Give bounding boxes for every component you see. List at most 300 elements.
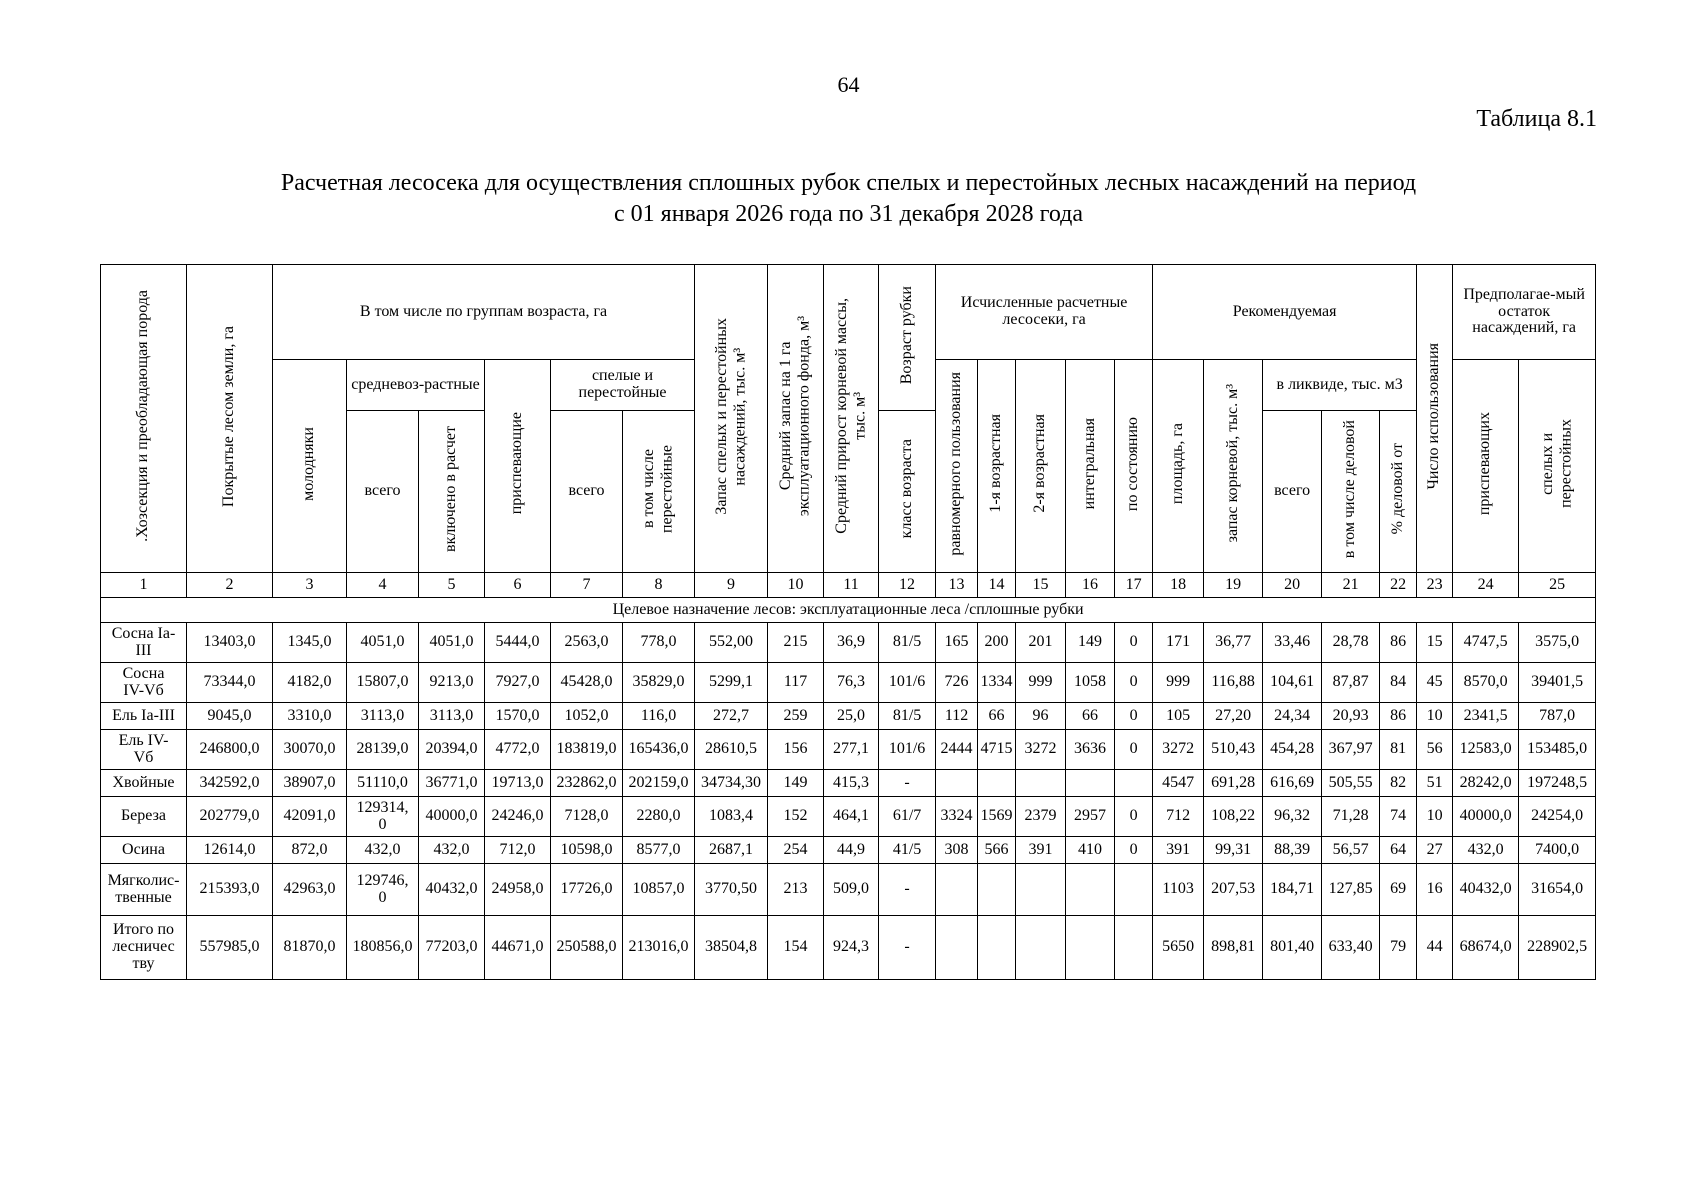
table-cell: 116,88 <box>1204 663 1263 703</box>
table-cell: 3310,0 <box>273 703 347 730</box>
table-cell: 51 <box>1417 770 1453 797</box>
table-cell: 7128,0 <box>551 797 623 837</box>
table-cell: 10 <box>1417 797 1453 837</box>
table-cell: 81 <box>1380 730 1417 770</box>
table-cell <box>978 864 1016 916</box>
header-recommended: Рекомендуемая <box>1153 265 1417 360</box>
table-cell: 1569 <box>978 797 1016 837</box>
table-cell: 44671,0 <box>485 916 551 980</box>
table-cell: 259 <box>768 703 824 730</box>
table-cell: 15 <box>1417 623 1453 663</box>
table-cell: 116,0 <box>623 703 695 730</box>
row-label: Сосна IV-Vб <box>101 663 187 703</box>
table-cell: 726 <box>936 663 978 703</box>
table-cell: 34734,30 <box>695 770 768 797</box>
table-cell: 38504,8 <box>695 916 768 980</box>
table-cell: 105 <box>1153 703 1204 730</box>
table-cell: 3272 <box>1016 730 1066 770</box>
table-cell: 1103 <box>1153 864 1204 916</box>
row-label: Сосна Iа- III <box>101 623 187 663</box>
table-cell: 367,97 <box>1322 730 1380 770</box>
table-row <box>101 770 1596 797</box>
table-cell <box>1016 770 1066 797</box>
table-cell: 2379 <box>1016 797 1066 837</box>
table-cell: 87,87 <box>1322 663 1380 703</box>
table-cell: 180856,0 <box>347 916 419 980</box>
table-cell: 633,40 <box>1322 916 1380 980</box>
table-cell: 3324 <box>936 797 978 837</box>
table-cell: 69 <box>1380 864 1417 916</box>
table-cell: 4747,5 <box>1453 623 1519 663</box>
table-row <box>101 864 1596 916</box>
table-cell: 0 <box>1115 663 1153 703</box>
table-cell: 3636 <box>1066 730 1115 770</box>
table-cell: 44,9 <box>824 837 879 864</box>
page-number: 64 <box>837 72 860 97</box>
table-cell: - <box>879 916 936 980</box>
table-cell: 17726,0 <box>551 864 623 916</box>
table-cell: 3272 <box>1153 730 1204 770</box>
column-number: 22 <box>1380 573 1417 598</box>
table-cell: 5650 <box>1153 916 1204 980</box>
table-cell: 2280,0 <box>623 797 695 837</box>
table-cell: 66 <box>1066 703 1115 730</box>
table-cell: 410 <box>1066 837 1115 864</box>
table-cell: 1052,0 <box>551 703 623 730</box>
table-cell: 127,85 <box>1322 864 1380 916</box>
table-cell: 40000,0 <box>419 797 485 837</box>
table-cell: 112 <box>936 703 978 730</box>
column-number: 6 <box>485 573 551 598</box>
table-cell: 44 <box>1417 916 1453 980</box>
table-cell: 51110,0 <box>347 770 419 797</box>
table-cell: 36771,0 <box>419 770 485 797</box>
table-cell: 27 <box>1417 837 1453 864</box>
table-cell: 28139,0 <box>347 730 419 770</box>
table-cell: 165 <box>936 623 978 663</box>
header-col-11: Средний прирост корневой массы, тыс. м³ <box>824 265 879 573</box>
table-cell: 108,22 <box>1204 797 1263 837</box>
table-cell <box>1066 916 1115 980</box>
table-cell: 20,93 <box>1322 703 1380 730</box>
column-number: 10 <box>768 573 824 598</box>
table-cell: 8577,0 <box>623 837 695 864</box>
table-cell: 201 <box>1016 623 1066 663</box>
header-col-20: всего <box>1263 411 1322 573</box>
table-cell: 246800,0 <box>187 730 273 770</box>
table-cell: 2444 <box>936 730 978 770</box>
document-title <box>0 168 1697 230</box>
table-cell: 61/7 <box>879 797 936 837</box>
table-cell: 68674,0 <box>1453 916 1519 980</box>
table-cell <box>936 916 978 980</box>
forest-table <box>100 264 1596 980</box>
table-cell: 7400,0 <box>1519 837 1596 864</box>
table-cell: 213 <box>768 864 824 916</box>
table-cell: 24958,0 <box>485 864 551 916</box>
table-cell: 778,0 <box>623 623 695 663</box>
table-cell: 77203,0 <box>419 916 485 980</box>
column-number: 25 <box>1519 573 1596 598</box>
table-cell: 924,3 <box>824 916 879 980</box>
table-row <box>101 623 1596 663</box>
table-cell <box>1016 864 1066 916</box>
header-col-25: спелых и перестойных <box>1519 360 1596 573</box>
header-col-4: всего <box>347 411 419 573</box>
column-number: 11 <box>824 573 879 598</box>
column-number: 20 <box>1263 573 1322 598</box>
column-number-row <box>101 573 1596 598</box>
header-col-10: Средний запас на 1 га эксплуатационного фонда, м³ <box>768 265 824 573</box>
table-cell: 71,28 <box>1322 797 1380 837</box>
table-cell: 30070,0 <box>273 730 347 770</box>
table-cell: 42091,0 <box>273 797 347 837</box>
table-cell: 202159,0 <box>623 770 695 797</box>
table-cell: 99,31 <box>1204 837 1263 864</box>
table-cell: 308 <box>936 837 978 864</box>
table-cell: 0 <box>1115 703 1153 730</box>
table-body <box>101 265 1596 980</box>
column-number: 5 <box>419 573 485 598</box>
table-cell: 391 <box>1016 837 1066 864</box>
table-cell <box>1115 916 1153 980</box>
table-cell: 117 <box>768 663 824 703</box>
table-row <box>101 703 1596 730</box>
table-cell: 88,39 <box>1263 837 1322 864</box>
table-cell: 36,9 <box>824 623 879 663</box>
table-cell: 36,77 <box>1204 623 1263 663</box>
table-cell: 509,0 <box>824 864 879 916</box>
table-cell: - <box>879 770 936 797</box>
table-cell: 872,0 <box>273 837 347 864</box>
row-label: Ель Iа-III <box>101 703 187 730</box>
table-cell: 250588,0 <box>551 916 623 980</box>
table-cell: 28,78 <box>1322 623 1380 663</box>
column-number: 7 <box>551 573 623 598</box>
table-cell: 232862,0 <box>551 770 623 797</box>
table-cell: 4772,0 <box>485 730 551 770</box>
table-cell: 510,43 <box>1204 730 1263 770</box>
header-col-2: Покрытые лесом земли, га <box>187 265 273 573</box>
table-cell: 197248,5 <box>1519 770 1596 797</box>
table-cell: 464,1 <box>824 797 879 837</box>
header-liquid: в ликвиде, тыс. м3 <box>1263 360 1417 411</box>
table-cell: 40000,0 <box>1453 797 1519 837</box>
table-cell: 2687,1 <box>695 837 768 864</box>
header-col-24: приспевающих <box>1453 360 1519 573</box>
header-col-8: в том числе перестойные <box>623 411 695 573</box>
table-cell: 165436,0 <box>623 730 695 770</box>
table-cell: 2341,5 <box>1453 703 1519 730</box>
column-number: 21 <box>1322 573 1380 598</box>
column-number: 1 <box>101 573 187 598</box>
table-cell: 207,53 <box>1204 864 1263 916</box>
table-cell: 505,55 <box>1322 770 1380 797</box>
table-cell: 74 <box>1380 797 1417 837</box>
table-cell: 712 <box>1153 797 1204 837</box>
table-cell: 149 <box>768 770 824 797</box>
column-number: 24 <box>1453 573 1519 598</box>
table-cell: 215 <box>768 623 824 663</box>
table-cell: - <box>879 864 936 916</box>
table-cell: 202779,0 <box>187 797 273 837</box>
header-col-21: в том числе деловой <box>1322 411 1380 573</box>
header-mature: спелые и перестойные <box>551 360 695 411</box>
column-number: 23 <box>1417 573 1453 598</box>
table-cell: 96 <box>1016 703 1066 730</box>
title-line-1: Расчетная лесосека для осуществления сплошных рубок спелых и перестойных лесных насаждений на период <box>280 170 1417 196</box>
table-cell: 129314, 0 <box>347 797 419 837</box>
table-cell <box>1115 864 1153 916</box>
table-cell <box>936 864 978 916</box>
table-cell: 1334 <box>978 663 1016 703</box>
table-cell: 28242,0 <box>1453 770 1519 797</box>
table-cell: 66 <box>978 703 1016 730</box>
table-cell: 27,20 <box>1204 703 1263 730</box>
table-cell: 4547 <box>1153 770 1204 797</box>
column-number: 9 <box>695 573 768 598</box>
column-number: 18 <box>1153 573 1204 598</box>
table-cell: 24246,0 <box>485 797 551 837</box>
table-cell: 391 <box>1153 837 1204 864</box>
table-cell: 13403,0 <box>187 623 273 663</box>
table-cell: 0 <box>1115 623 1153 663</box>
table-cell: 96,32 <box>1263 797 1322 837</box>
header-col-5: включено в расчет <box>419 411 485 573</box>
header-col-14: 1-я возрастная <box>978 360 1016 573</box>
header-col-19: запас корневой, тыс. м³ <box>1204 360 1263 573</box>
table-cell: 3575,0 <box>1519 623 1596 663</box>
table-cell: 25,0 <box>824 703 879 730</box>
header-age-groups: В том числе по группам возраста, га <box>273 265 695 360</box>
table-cell: 898,81 <box>1204 916 1263 980</box>
table-cell: 153485,0 <box>1519 730 1596 770</box>
table-cell: 254 <box>768 837 824 864</box>
table-cell: 272,7 <box>695 703 768 730</box>
table-cell: 20394,0 <box>419 730 485 770</box>
table-cell: 801,40 <box>1263 916 1322 980</box>
table-cell: 31654,0 <box>1519 864 1596 916</box>
table-cell: 24,34 <box>1263 703 1322 730</box>
table-cell: 152 <box>768 797 824 837</box>
table-cell: 82 <box>1380 770 1417 797</box>
header-col-18: площадь, га <box>1153 360 1204 573</box>
header-col-7: всего <box>551 411 623 573</box>
row-label: Мягколис- твенные <box>101 864 187 916</box>
table-cell: 10598,0 <box>551 837 623 864</box>
table-cell: 616,69 <box>1263 770 1322 797</box>
row-label: Береза <box>101 797 187 837</box>
table-cell: 277,1 <box>824 730 879 770</box>
table-cell: 999 <box>1153 663 1204 703</box>
table-cell: 1345,0 <box>273 623 347 663</box>
table-cell: 999 <box>1016 663 1066 703</box>
table-cell: 4051,0 <box>419 623 485 663</box>
table-cell: 432,0 <box>347 837 419 864</box>
table-cell: 1570,0 <box>485 703 551 730</box>
header-calculated-cutting: Исчисленные расчетные лесосеки, га <box>936 265 1153 360</box>
table-cell: 24254,0 <box>1519 797 1596 837</box>
table-cell: 3770,50 <box>695 864 768 916</box>
table-cell: 12614,0 <box>187 837 273 864</box>
table-cell: 42963,0 <box>273 864 347 916</box>
table-cell: 5299,1 <box>695 663 768 703</box>
table-cell: 76,3 <box>824 663 879 703</box>
table-cell: 171 <box>1153 623 1204 663</box>
table-cell: 149 <box>1066 623 1115 663</box>
table-cell: 4715 <box>978 730 1016 770</box>
table-cell: 0 <box>1115 730 1153 770</box>
header-middle-aged: средневоз-растные <box>347 360 485 411</box>
table-cell: 342592,0 <box>187 770 273 797</box>
table-cell <box>936 770 978 797</box>
table-cell: 129746, 0 <box>347 864 419 916</box>
row-label: Итого по лесничес тву <box>101 916 187 980</box>
table-cell: 787,0 <box>1519 703 1596 730</box>
table-cell <box>1115 770 1153 797</box>
table-row <box>101 916 1596 980</box>
table-cell: 10857,0 <box>623 864 695 916</box>
table-cell: 3113,0 <box>347 703 419 730</box>
table-cell: 215393,0 <box>187 864 273 916</box>
column-number: 14 <box>978 573 1016 598</box>
table-cell: 7927,0 <box>485 663 551 703</box>
table-cell <box>1066 770 1115 797</box>
table-cell: 79 <box>1380 916 1417 980</box>
table-cell: 5444,0 <box>485 623 551 663</box>
table-cell: 184,71 <box>1263 864 1322 916</box>
table-cell: 9213,0 <box>419 663 485 703</box>
table-cell: 81870,0 <box>273 916 347 980</box>
table-cell: 15807,0 <box>347 663 419 703</box>
column-number: 17 <box>1115 573 1153 598</box>
table-cell <box>978 916 1016 980</box>
header-col-17: по состоянию <box>1115 360 1153 573</box>
table-cell: 28610,5 <box>695 730 768 770</box>
table-cell: 415,3 <box>824 770 879 797</box>
row-label: Ель IV- Vб <box>101 730 187 770</box>
column-number: 3 <box>273 573 347 598</box>
table-cell: 2957 <box>1066 797 1115 837</box>
table-cell: 101/6 <box>879 663 936 703</box>
table-cell: 38907,0 <box>273 770 347 797</box>
table-cell: 9045,0 <box>187 703 273 730</box>
table-cell: 81/5 <box>879 703 936 730</box>
section-title: Целевое назначение лесов: эксплуатационные леса /сплошные рубки <box>101 598 1596 623</box>
table-cell: 156 <box>768 730 824 770</box>
table-cell <box>1066 864 1115 916</box>
header-col-23: Число использования <box>1417 265 1453 573</box>
table-cell: 200 <box>978 623 1016 663</box>
table-cell: 10 <box>1417 703 1453 730</box>
section-row <box>101 598 1596 623</box>
table-cell: 39401,5 <box>1519 663 1596 703</box>
table-cell: 183819,0 <box>551 730 623 770</box>
column-number: 13 <box>936 573 978 598</box>
table-cell: 566 <box>978 837 1016 864</box>
table-cell: 691,28 <box>1204 770 1263 797</box>
row-label: Хвойные <box>101 770 187 797</box>
table-cell: 0 <box>1115 797 1153 837</box>
table-cell: 0 <box>1115 837 1153 864</box>
table-cell: 432,0 <box>1453 837 1519 864</box>
table-cell: 81/5 <box>879 623 936 663</box>
table-cell: 4182,0 <box>273 663 347 703</box>
table-cell: 33,46 <box>1263 623 1322 663</box>
table-cell: 4051,0 <box>347 623 419 663</box>
row-label: Осина <box>101 837 187 864</box>
header-col-15: 2-я возрастная <box>1016 360 1066 573</box>
header-col-6: приспевающие <box>485 360 551 573</box>
table-cell: 56,57 <box>1322 837 1380 864</box>
column-number: 12 <box>879 573 936 598</box>
table-cell: 104,61 <box>1263 663 1322 703</box>
column-number: 16 <box>1066 573 1115 598</box>
table-cell: 40432,0 <box>1453 864 1519 916</box>
table-cell: 228902,5 <box>1519 916 1596 980</box>
column-number: 4 <box>347 573 419 598</box>
table-cell: 2563,0 <box>551 623 623 663</box>
table-cell: 16 <box>1417 864 1453 916</box>
table-cell <box>978 770 1016 797</box>
table-row <box>101 663 1596 703</box>
header-col-13: равномерного пользования <box>936 360 978 573</box>
table-cell: 213016,0 <box>623 916 695 980</box>
table-cell: 73344,0 <box>187 663 273 703</box>
table-cell: 557985,0 <box>187 916 273 980</box>
table-cell: 35829,0 <box>623 663 695 703</box>
table-cell: 86 <box>1380 623 1417 663</box>
table-cell: 84 <box>1380 663 1417 703</box>
table-cell: 45 <box>1417 663 1453 703</box>
header-col-9: Запас спелых и перестойных насаждений, тыс. м³ <box>695 265 768 573</box>
table-cell: 40432,0 <box>419 864 485 916</box>
table-cell: 552,00 <box>695 623 768 663</box>
column-number: 15 <box>1016 573 1066 598</box>
column-number: 2 <box>187 573 273 598</box>
table-cell: 8570,0 <box>1453 663 1519 703</box>
header-col-3: молодняки <box>273 360 347 573</box>
header-col-1: .Хозсекция и преобладающая порода <box>101 265 187 573</box>
table-cell: 432,0 <box>419 837 485 864</box>
table-cell <box>1016 916 1066 980</box>
table-cell: 12583,0 <box>1453 730 1519 770</box>
table-row <box>101 837 1596 864</box>
header-felling-age: Возраст рубки <box>879 265 936 411</box>
table-cell: 1083,4 <box>695 797 768 837</box>
table-cell: 19713,0 <box>485 770 551 797</box>
header-col-12: класс возраста <box>879 411 936 573</box>
table-cell: 712,0 <box>485 837 551 864</box>
header-remaining: Предполагае-мый остаток насаждений, га <box>1453 265 1596 360</box>
table-cell: 1058 <box>1066 663 1115 703</box>
table-row <box>101 797 1596 837</box>
column-number: 8 <box>623 573 695 598</box>
table-label: Таблица 8.1 <box>1476 106 1597 132</box>
table-cell: 154 <box>768 916 824 980</box>
table-cell: 45428,0 <box>551 663 623 703</box>
header-col-16: интегральная <box>1066 360 1115 573</box>
table-cell: 101/6 <box>879 730 936 770</box>
table-cell: 3113,0 <box>419 703 485 730</box>
table-row <box>101 730 1596 770</box>
column-number: 19 <box>1204 573 1263 598</box>
table-cell: 86 <box>1380 703 1417 730</box>
title-line-2: с 01 января 2026 года по 31 декабря 2028 года <box>614 201 1083 227</box>
table-cell: 56 <box>1417 730 1453 770</box>
table-cell: 41/5 <box>879 837 936 864</box>
table-cell: 64 <box>1380 837 1417 864</box>
